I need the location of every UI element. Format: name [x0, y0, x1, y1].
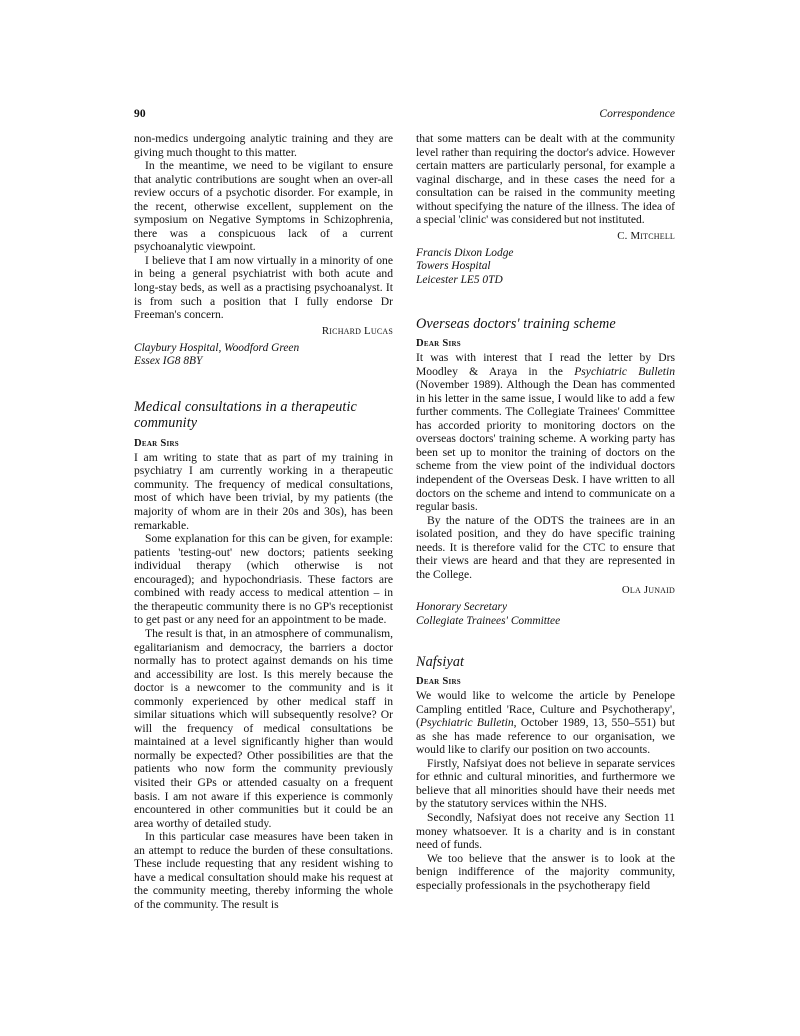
paragraph: Secondly, Nafsiyat does not receive any Section 11 money whatsoever. It is a charity and is in constant need of funds. — [416, 811, 675, 852]
address-line: Collegiate Trainees' Committee — [416, 615, 561, 627]
address-line: Francis Dixon Lodge — [416, 246, 514, 259]
letter-address — [416, 247, 675, 288]
paragraph: that some matters can be dealt with at the community level rather than requiring the doctor's advice. However certain matters are particularly personal, for example a vaginal discharge, and in these cases the need for a consultation can be raised in the community meeting without specifying the nature of the illness. The idea of a special 'clinic' was considered but not instituted. — [416, 132, 675, 227]
letter-medical-consultations-continued — [416, 132, 675, 288]
right-column — [416, 132, 675, 900]
letter-signature: Ola Junaid — [621, 584, 675, 597]
letter-title: Overseas doctors' training scheme — [416, 315, 616, 332]
page-number: 90 — [134, 108, 146, 120]
letter-overseas-doctors-training-scheme — [416, 316, 675, 629]
letter-address — [134, 342, 393, 369]
address-line: Towers Hospital — [416, 260, 491, 273]
paragraph: I believe that I am now virtually in a minority of one in being a general psychiatrist with both acute and long-stay beds, as well as a practising psychoanalyst. It is from such a position that I fully endorse Dr Freeman's concern. — [134, 253, 393, 322]
running-head — [134, 108, 675, 124]
letter-title: Medical consultations in a therapeutic community — [134, 398, 357, 432]
letter-continued-from-previous — [134, 132, 393, 369]
address-line: Claybury Hospital, Woodford Green — [134, 341, 300, 354]
letter-title: Nafsiyat — [416, 653, 465, 670]
address-line: Leicester LE5 0TD — [416, 274, 503, 287]
letter-signature: Richard Lucas — [321, 324, 393, 337]
letter-salutation: Dear Sirs — [416, 338, 461, 350]
paragraph: We too believe that the answer is to look at the benign indifference of the majority community, especially professionals in the psychotherapy field — [416, 851, 675, 892]
two-column-body — [134, 132, 675, 911]
paragraph: It was with interest that I read the letter by Drs Moodley & Araya in the Psychiatric Bulletin (November 1989). Although the Dean has commented in his letter in the same issue, I would like to add a few further comments. The Collegiate Trainees' Committee has accorded priority to monitoring doctors on the overseas doctors' training scheme. A working party has been set up to monitor the training of doctors on the scheme from the view point of the individual doctors independent of the Overseas Desk. I have written to all doctors on the scheme and intend to communicate on a regular basis. — [416, 351, 675, 514]
running-head-title: Correspondence — [599, 108, 675, 120]
letter-nafsiyat — [416, 654, 675, 893]
paragraph: We would like to welcome the article by Penelope Campling entitled 'Race, Culture and Psychotherapy', (Psychiatric Bulletin, October 1989, 13, 550–551) but as she has made reference to our organisation, we would like to clarify our position on two accounts. — [416, 689, 675, 757]
paragraph: The result is that, in an atmosphere of communalism, egalitarianism and democracy, the barriers a doctor normally has to protect against demands on his time and accessibility are lost. Is this merely because the doctor is a newcomer to the community and is it commonly experienced by other medical staff in similar situations which will subsequently resolve? Or will the frequency of medical consultations be maintained at a level significantly higher than would normally be expected? Other possibilities are that the patients who now form the community previously visited their GPs or attended casualty on a frequent basis. I am not aware if this experience is commonly encountered in other communities but it could be an area worthy of detailed study. — [134, 626, 393, 830]
letter-signature: C. Mitchell — [617, 229, 675, 242]
paragraph: By the nature of the ODTS the trainees are in an isolated position, and they do have specific training needs. It is therefore valid for the CTC to ensure that their views are heard and that they are represented in the College. — [416, 513, 675, 581]
address-line: Honorary Secretary — [416, 601, 507, 614]
address-line: Essex IG8 8BY — [134, 355, 203, 368]
paragraph: In the meantime, we need to be vigilant to ensure that analytic contributions are sought when an over-all review occurs of a psychotic disorder. For example, in the recent, otherwise excellent, supplement on the symposium on Negative Symptoms in Schizophrenia, there was a conspicuous lack of a current psychoanalytic viewpoint. — [134, 159, 393, 254]
paragraph: In this particular case measures have been taken in an attempt to reduce the burden of these consultations. These include requesting that any resident wishing to have a medical consultation should make his request at the community meeting, thereby informing the whole of the community. The result is — [134, 830, 393, 911]
paragraph: non-medics undergoing analytic training and they are giving much thought to this matter. — [134, 132, 393, 159]
paragraph: Some explanation for this can be given, for example: patients 'testing-out' new doctors; patients seeking individual therapy (which otherwise is not encouraged); and hypochondriasis. These factors are combined with ready access to medical attention – in the therapeutic community there is no GP's receptionist to get past or any need for an appointment to be made. — [134, 532, 393, 627]
letter-address — [416, 601, 675, 628]
paragraph: I am writing to state that as part of my training in psychiatry I am currently working in a therapeutic community. The frequency of medical consultations, most of which have been trivial, by my patients (the majority of whom are in their 20s and 30s), has been remarkable. — [134, 450, 393, 532]
left-column — [134, 132, 393, 911]
letter-salutation: Dear Sirs — [134, 437, 179, 449]
letter-medical-consultations — [134, 399, 393, 912]
letter-salutation: Dear Sirs — [416, 676, 461, 688]
paragraph: Firstly, Nafsiyat does not believe in separate services for ethnic and cultural minorities, and furthermore we believe that all minorities should have their needs met by the statutory services within the NHS. — [416, 756, 675, 811]
